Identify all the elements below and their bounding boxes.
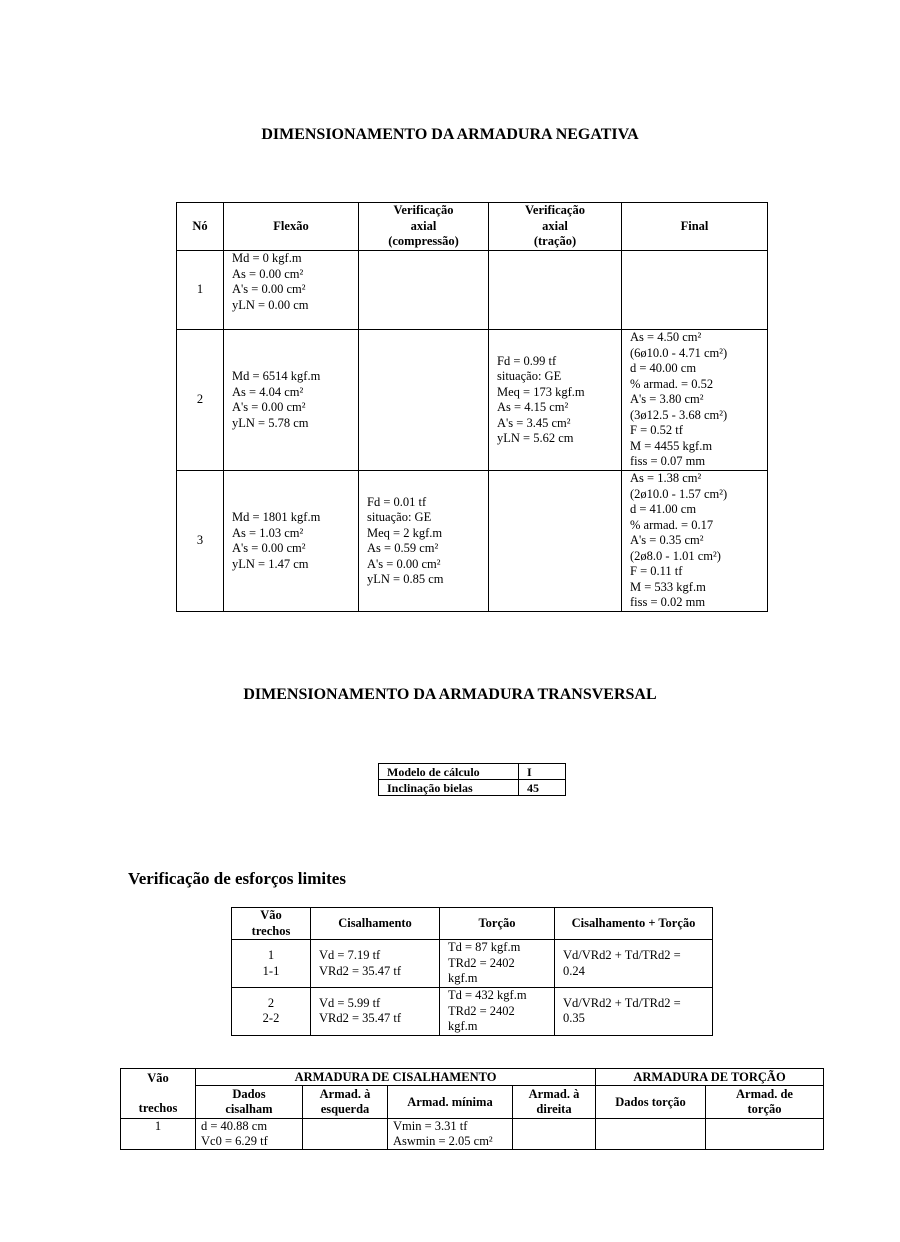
negativa-table	[176, 202, 768, 612]
table-header-row	[232, 908, 713, 940]
param-label: Inclinação bielas	[379, 780, 519, 796]
limites-table	[231, 907, 713, 1036]
cell-tracao	[489, 251, 622, 330]
header-vao-trechos: Vão trechos	[121, 1069, 196, 1119]
section-title-negativa: DIMENSIONAMENTO DA ARMADURA NEGATIVA	[261, 126, 639, 143]
cell-cis-torcao: Vd/VRd2 + Td/TRd2 = 0.24	[555, 940, 713, 988]
cell-vao: 2 2-2	[232, 988, 311, 1036]
cell-no: 1	[177, 251, 224, 330]
armaduras-table	[120, 1068, 824, 1150]
cell-flexao: Md = 1801 kgf.m As = 1.03 cm² A's = 0.00 cm² yLN = 1.47 cm	[224, 471, 359, 612]
header-armad-torcao: Armad. de torção	[706, 1086, 824, 1119]
header-cisalhamento: Cisalhamento	[311, 908, 440, 940]
table-header-row	[177, 203, 768, 251]
cell-flexao: Md = 0 kgf.m As = 0.00 cm² A's = 0.00 cm² yLN = 0.00 cm	[224, 251, 359, 330]
table-header-row	[121, 1086, 824, 1119]
header-final: Final	[622, 203, 768, 251]
cell-compressao: Fd = 0.01 tf situação: GE Meq = 2 kgf.m As = 0.59 cm² A's = 0.00 cm² yLN = 0.85 cm	[359, 471, 489, 612]
header-tracao: Verificação axial (tração)	[489, 203, 622, 251]
cell-final: As = 1.38 cm² (2ø10.0 - 1.57 cm²) d = 41.00 cm % armad. = 0.17 A's = 0.35 cm² (2ø8.0 - 1.01 cm²) F = 0.11 tf M = 533 kgf.m fiss = 0.02 mm	[622, 471, 768, 612]
cell-torcao: Td = 87 kgf.m TRd2 = 2402 kgf.m	[440, 940, 555, 988]
cell-final	[622, 251, 768, 330]
header-vao: Vão trechos	[232, 908, 311, 940]
header-dados-cisalham: Dados cisalham	[196, 1086, 303, 1119]
section-title-limites: Verificação de esforços limites	[128, 869, 346, 888]
header-compressao: Verificação axial (compressão)	[359, 203, 489, 251]
cell-vao: 1 1-1	[232, 940, 311, 988]
header-armadura-cisalhamento: ARMADURA DE CISALHAMENTO	[196, 1069, 596, 1086]
cell-tracao: Fd = 0.99 tf situação: GE Meq = 173 kgf.m As = 4.15 cm² A's = 3.45 cm² yLN = 5.62 cm	[489, 330, 622, 471]
cell-no: 3	[177, 471, 224, 612]
cell-armad-direita	[513, 1119, 596, 1150]
param-row	[379, 764, 566, 780]
cell-flexao: Md = 6514 kgf.m As = 4.04 cm² A's = 0.00 cm² yLN = 5.78 cm	[224, 330, 359, 471]
header-flexao: Flexão	[224, 203, 359, 251]
cell-final: As = 4.50 cm² (6ø10.0 - 4.71 cm²) d = 40.00 cm % armad. = 0.52 A's = 3.80 cm² (3ø12.5 - 3.68 cm²) F = 0.52 tf M = 4455 kgf.m fiss = 0.07 mm	[622, 330, 768, 471]
table-row	[232, 988, 713, 1036]
table-group-header-row	[121, 1069, 824, 1086]
cell-compressao	[359, 330, 489, 471]
param-value: 45	[519, 780, 566, 796]
cell-torcao: Td = 432 kgf.m TRd2 = 2402 kgf.m	[440, 988, 555, 1036]
cell-armad-torcao	[706, 1119, 824, 1150]
header-armad-esquerda: Armad. à esquerda	[303, 1086, 388, 1119]
cell-armad-minima: Vmin = 3.31 tf Aswmin = 2.05 cm²	[388, 1119, 513, 1150]
table-row	[177, 471, 768, 612]
header-no: Nó	[177, 203, 224, 251]
header-armadura-torcao: ARMADURA DE TORÇÃO	[596, 1069, 824, 1086]
params-table	[378, 763, 566, 796]
cell-tracao	[489, 471, 622, 612]
cell-cis-torcao: Vd/VRd2 + Td/TRd2 = 0.35	[555, 988, 713, 1036]
header-armad-minima: Armad. mínima	[388, 1086, 513, 1119]
cell-vao: 1	[121, 1119, 196, 1150]
param-value: I	[519, 764, 566, 780]
param-row	[379, 780, 566, 796]
cell-armad-esquerda	[303, 1119, 388, 1150]
table-row	[232, 940, 713, 988]
cell-cisalhamento: Vd = 5.99 tf VRd2 = 35.47 tf	[311, 988, 440, 1036]
header-torcao: Torção	[440, 908, 555, 940]
cell-compressao	[359, 251, 489, 330]
table-row	[121, 1119, 824, 1150]
param-label: Modelo de cálculo	[379, 764, 519, 780]
header-cis-torcao: Cisalhamento + Torção	[555, 908, 713, 940]
cell-dados-cisalham: d = 40.88 cm Vc0 = 6.29 tf	[196, 1119, 303, 1150]
cell-no: 2	[177, 330, 224, 471]
cell-dados-torcao	[596, 1119, 706, 1150]
header-armad-direita: Armad. à direita	[513, 1086, 596, 1119]
header-dados-torcao: Dados torção	[596, 1086, 706, 1119]
section-title-transversal: DIMENSIONAMENTO DA ARMADURA TRANSVERSAL	[243, 686, 657, 703]
table-row	[177, 330, 768, 471]
cell-cisalhamento: Vd = 7.19 tf VRd2 = 35.47 tf	[311, 940, 440, 988]
table-row	[177, 251, 768, 330]
